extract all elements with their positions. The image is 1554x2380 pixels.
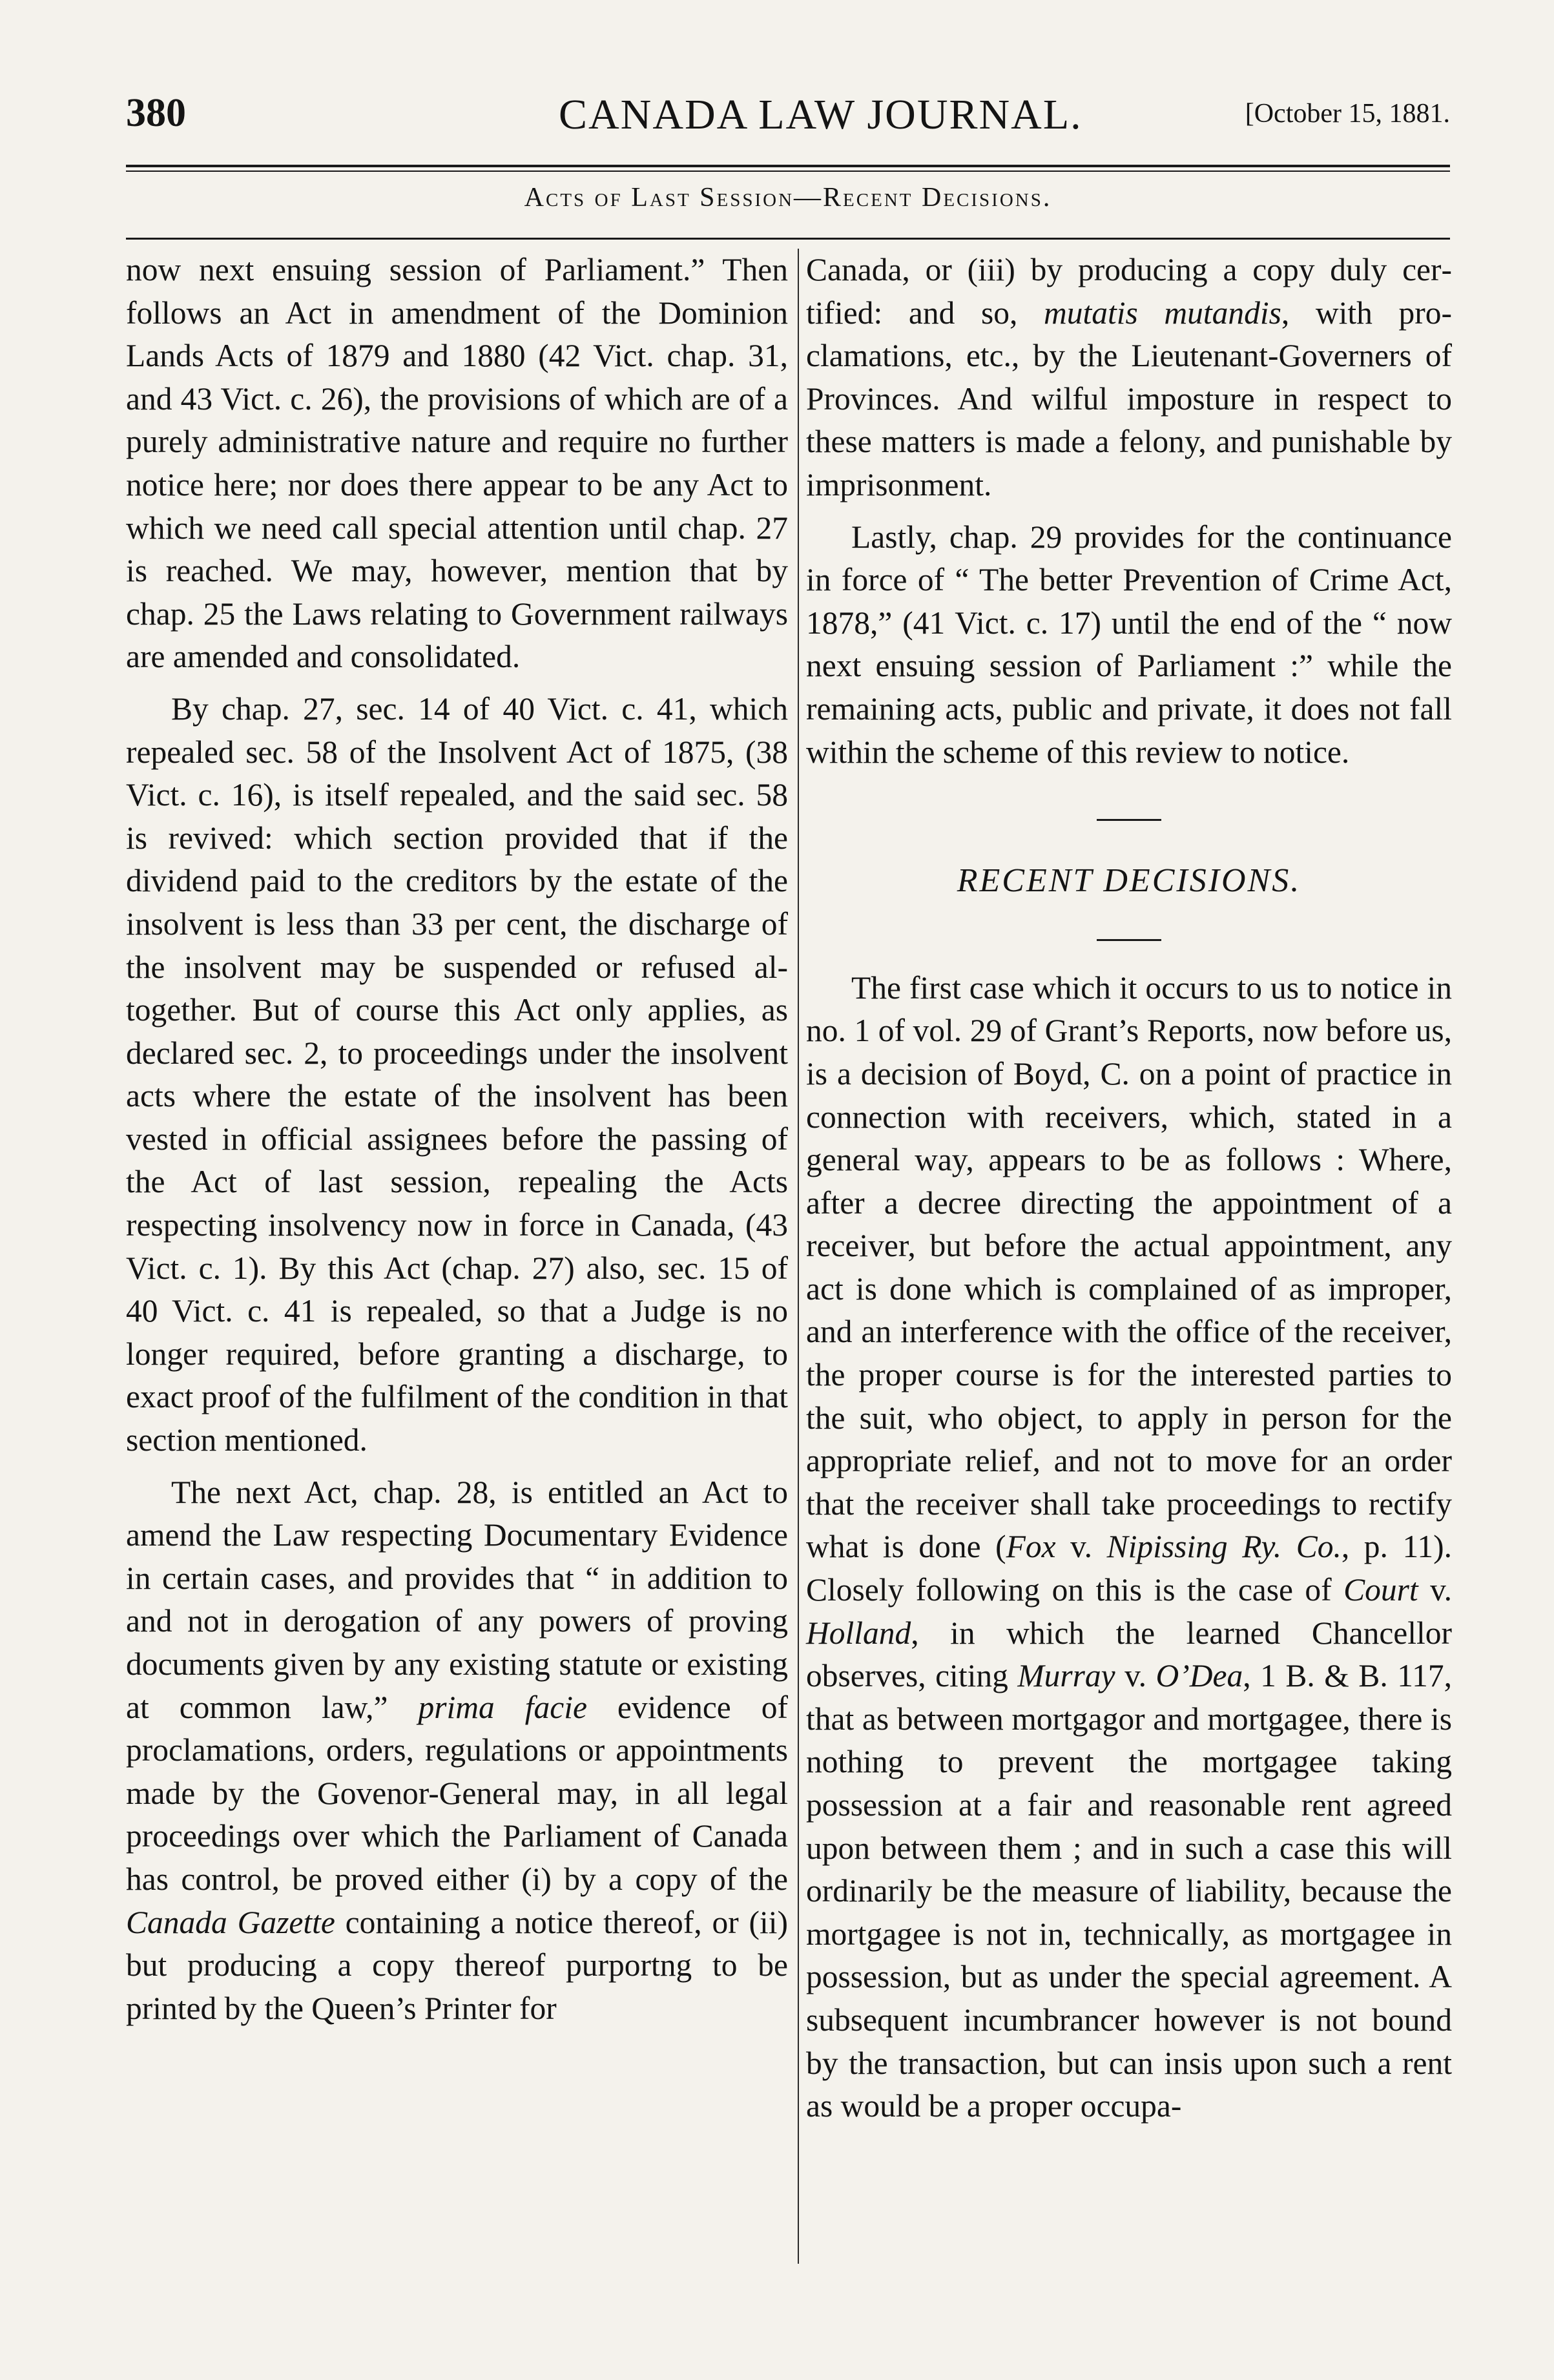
page-number: 380 — [126, 91, 186, 135]
paragraph: Lastly, chap. 29 provides for the continuance in force of “ The better Prevention of Crime Act, 1878,” (41 Vict. c. 17) until the end of the “ now next ensuing session of Parliament :” while the remaining acts, public and private, it does not fall within the scheme of this review to notice. — [806, 519, 1452, 770]
header-rule-thin — [126, 171, 1450, 172]
paragraph: By chap. 27, sec. 14 of 40 Vict. c. 41, which repealed sec. 58 of the Insolvent Act of 1875, (38 Vict. c. 16), is itself repealed, and the said sec. 58 is revived: which section provided that if the dividend paid to the creditors by the estate of the insolvent is less than 33 per cent, the discharge of the insolvent may be suspended or refused altogether. But of course this Act only applies, as declared sec. 2, to proceedings under the insolvent acts where the estate of the insolvent has been vested in official assignees before the passing of the Act of last session, repealing the Acts respecting insolvency now in force in Canada, (43 Vict. c. 1). By this Act (chap. 27) also, sec. 15 of 40 Vict. c. 41 is repealed, so that a Judge is no longer required, before granting a discharge, to exact proof of the fulfilment of the condition in that section mentioned. — [126, 690, 788, 1458]
paragraph: now next ensuing session of Parliament.” Then follows an Act in amendment of the Dominion Lands Acts of 1879 and 1880 (42 Vict. chap. 31, and 43 Vict. c. 26), the provisions of which are of a purely administrative nature and require no further notice here; nor does there appear to be any Act to which we need call special attention until chap. 27 is reached. We may, however, mention that by chap. 25 the Laws relating to Government railways are amended and consolidated. — [126, 252, 788, 675]
italic-term: Canada Gazette — [126, 1904, 335, 1940]
right-column — [806, 249, 1452, 2128]
section-heading: Acts of Last Session—Recent Decisions. — [524, 183, 1052, 212]
paragraph: The first case which it occurs to us to notice in no. 1 of vol. 29 of Grant’s Reports, now before us, is a decision of Boyd, C. on a point of practice in connection with receivers, which, stated in a general way, appears to be as follows : Where, after a decree directing the appointment of a receiver, but before the actual appointment, any act is done which is complained of as improper, and an interference with the office of the receiver, the proper course is for the interested parties to the suit, who object, to apply in person for the appropriate relief, and not to move for an order that the receiver shall take proceedings to rectify what is done (Fox v. Nipissing Ry. Co., p. 11). Closely following on this is the case of Court v. Holland, in which the learned Chancellor observes, citing Murray v. O’Dea, 1 B. & B. 117, that as between mortgagor and mortgagee, there is nothing to prevent the mortgagee taking possession at a fair and reasonable rent agreed upon between them ; and in such a case this will ordinarily be the measure of liability, because the mortgagee is not in, technically, as mortgagee in possession, but as under the special agreement. A subsequent incumbrancer however is not bound by the transaction, but can insis upon such a rent as would be a proper occupa- — [806, 969, 1453, 2124]
paragraph: Canada, or (iii) by producing a copy duly certified: and so, mutatis mutandis, with proclamations, etc., by the Lieutenant-Governers of Provinces. And wilful imposture in respect to these matters is made a felony, and punishable by imprisonment. — [806, 252, 1452, 502]
journal-title: CANADA LAW JOURNAL. — [559, 91, 1083, 138]
header-rule-thick — [126, 165, 1450, 167]
column-divider — [798, 249, 799, 2264]
ornament-rule — [1097, 939, 1161, 941]
italic-term: prima facie — [418, 1689, 587, 1725]
italic-term: mutatis mutandis — [1043, 295, 1281, 331]
issue-date: [October 15, 1881. — [1245, 99, 1450, 129]
recent-decisions-heading: RECENT DECISIONS. — [957, 862, 1301, 900]
ornament-rule — [1097, 819, 1161, 821]
left-column — [126, 249, 788, 2030]
running-header — [126, 90, 1450, 142]
section-rule — [126, 238, 1450, 240]
paragraph: The next Act, chap. 28, is entitled an Act to amend the Law respecting Documentary Evidence in certain cases, and provides that “ in addition to and not in derogation of any powers of proving documents given by any existing statute or existing at common law,” prima facie evidence of proclamations, orders, regulations or appointments made by the Govenor-General may, in all legal proceedings over which the Parliament of Canada has control, be proved either (i) by a copy of the Canada Gazette containing a notice thereof, or (ii) but producing a copy thereof purportng to be printed by the Queen’s Printer for — [126, 1474, 788, 2026]
